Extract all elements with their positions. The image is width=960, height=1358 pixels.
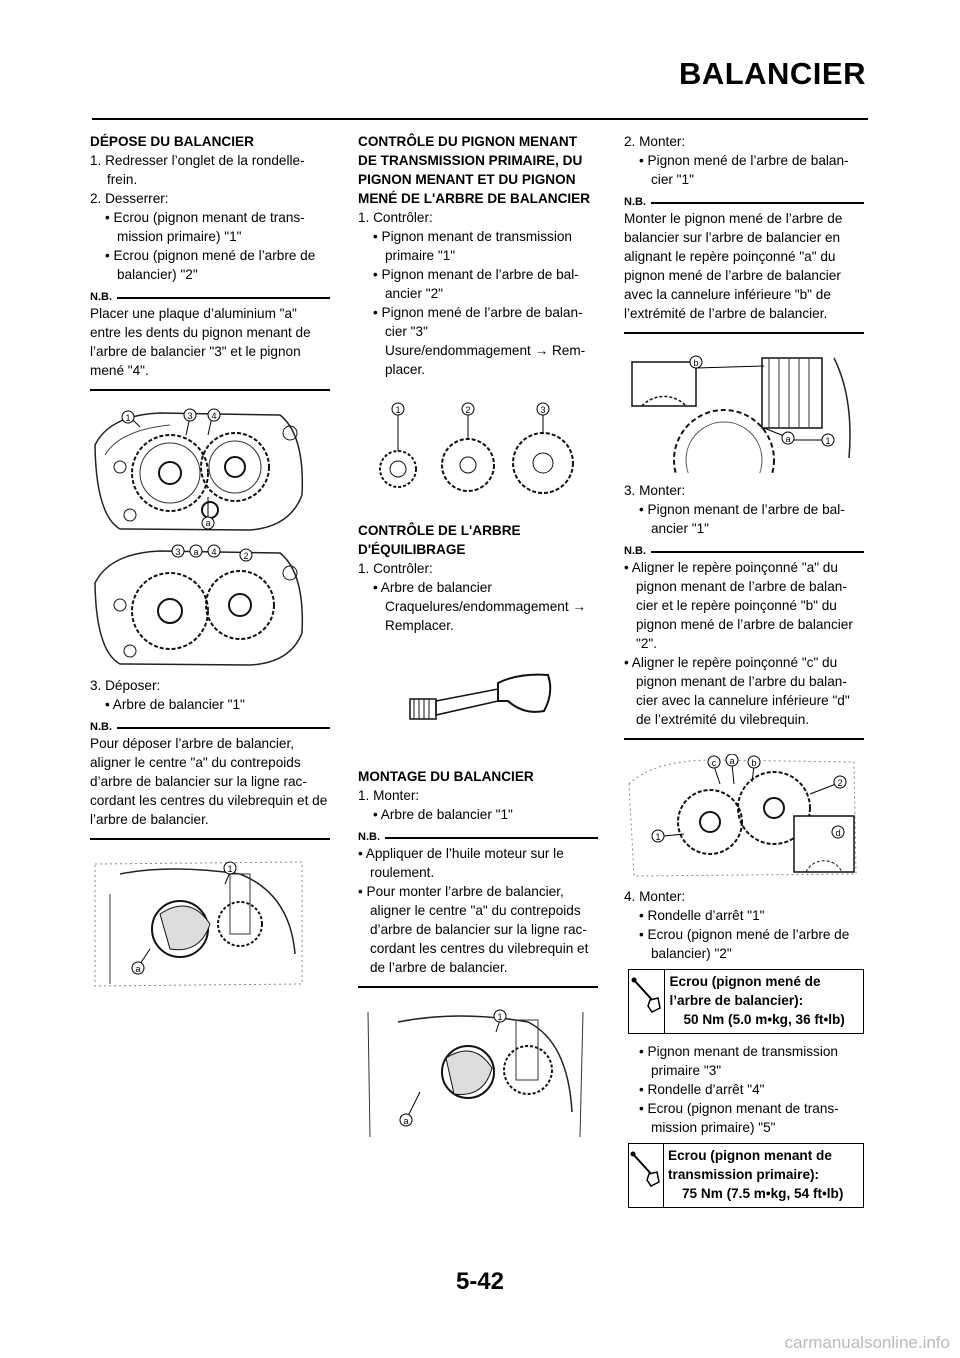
figure-callout: a <box>205 518 211 528</box>
figure-callout: b <box>693 358 699 368</box>
section-heading-controle-arbre: CONTRÔLE DE L'ARBRE D'ÉQUILIBRAGE <box>358 523 521 557</box>
section-heading-controle-pignons: CONTRÔLE DU PIGNON MENANT DE TRANSMISSION PRIMAIRE, DU PIGNON MENANT ET DU PIGNON MENÉ DE L'ARBRE DE BALANCIER <box>358 134 591 206</box>
footer-watermark: carmanualsonline.info <box>784 1333 950 1352</box>
wrench-icon <box>629 970 665 1033</box>
bullet-text: • Rondelle d’arrêt "4" <box>639 1082 765 1097</box>
note-bullet: • Appliquer de l’huile moteur sur le roulement. <box>358 846 564 880</box>
step-text: 2. Desserrer: <box>90 191 169 206</box>
balancer-shaft-figure <box>358 653 588 753</box>
bullet-text: • Pignon menant de transmission primaire "1" <box>373 229 572 263</box>
figure-callout: 1 <box>825 436 831 446</box>
note-box <box>90 721 330 840</box>
bullet-text: • Arbre de balancier "1" <box>105 697 245 712</box>
column-1 <box>90 132 330 997</box>
note-box <box>358 831 598 988</box>
figure-callout: d <box>835 828 841 838</box>
note-label: N.B. <box>624 545 864 558</box>
figure-callout: 2 <box>837 778 843 788</box>
note-box <box>624 545 864 740</box>
note-bullet: • Aligner le repère poinçonné "a" du pignon menant de l’arbre de balan-cier et le repère poinçonné "b" du pignon mené de l’arbre de balancier "2". <box>624 560 853 651</box>
bullet-text: • Ecrou (pignon menant de trans-mission primaire) "1" <box>105 210 305 244</box>
note-text: Pour déposer l’arbre de balancier, aligner le centre "a" du contrepoids d’arbre de balancier sur la ligne rac-cordant les centres du vilebrequin et de l’arbre de balancier. <box>90 736 328 827</box>
bullet-text: • Arbre de balancier "1" <box>373 807 513 822</box>
bullet-text: • Arbre de balancier <box>373 580 492 595</box>
page-number: 5-42 <box>455 1268 505 1295</box>
note-label: N.B. <box>624 196 864 209</box>
wrench-icon <box>629 1144 664 1207</box>
engine-figure-gears-1 <box>90 405 310 535</box>
step-text: 4. Monter: <box>624 889 686 904</box>
page-title: BALANCIER <box>678 56 866 91</box>
figure-callout: 1 <box>227 864 233 874</box>
figure-callout: a <box>193 547 199 557</box>
torque-spec-title: Ecrou (pignon mené de l’arbre de balancier): <box>669 974 821 1008</box>
step-text: 3. Monter: <box>624 483 686 498</box>
engine-figure-gear-marks <box>624 754 864 879</box>
gears-inspection-figure <box>358 397 588 507</box>
step-text: 3. Déposer: <box>90 678 161 693</box>
torque-spec-box <box>628 1143 864 1208</box>
bullet-text: • Pignon mené de l’arbre de balan-cier "1" <box>639 153 849 187</box>
figure-callout: a <box>785 434 791 444</box>
figure-callout: 4 <box>211 411 217 421</box>
figure-callout: c <box>711 758 717 768</box>
bullet-text: • Pignon menant de l’arbre de bal-ancier "1" <box>639 502 845 536</box>
bullet-text: • Ecrou (pignon mené de l’arbre de balancier) "2" <box>105 248 316 282</box>
bullet-text: • Pignon menant de l’arbre de bal-ancier "2" <box>373 267 579 301</box>
torque-spec-title: Ecrou (pignon menant de transmission primaire): <box>668 1148 832 1182</box>
step-text: 1. Redresser l’onglet de la rondelle-frein. <box>90 153 305 187</box>
torque-spec-value: 50 Nm (5.0 m•kg, 36 ft•lb) <box>683 1012 845 1027</box>
figure-callout: b <box>751 758 757 768</box>
torque-spec-box <box>628 969 864 1034</box>
engine-figure-gears-2 <box>90 543 310 668</box>
note-label: N.B. <box>90 721 330 734</box>
figure-callout: 2 <box>465 405 471 415</box>
figure-callout: 2 <box>243 551 249 561</box>
step-text: 1. Contrôler: <box>358 561 433 576</box>
gear-spline-alignment-figure <box>624 348 864 473</box>
bullet-text: • Ecrou (pignon mené de l’arbre de balancier) "2" <box>639 927 850 961</box>
note-label: N.B. <box>90 291 330 304</box>
engine-figure-balancer-install <box>358 1002 588 1142</box>
figure-callout: a <box>729 756 735 766</box>
note-label: N.B. <box>358 831 598 844</box>
section-heading-montage: MONTAGE DU BALANCIER <box>358 769 534 784</box>
column-2 <box>358 132 598 1150</box>
engine-figure-balancer-removal <box>90 854 310 989</box>
figure-callout: 3 <box>540 405 546 415</box>
note-bullet: • Aligner le repère poinçonné "c" du pignon menant de l’arbre du balan-cier avec la cannelure inférieure "d" de l’extrémité du vilebrequin. <box>624 655 850 727</box>
step-text: 1. Contrôler: <box>358 210 433 225</box>
section-heading-depose: DÉPOSE DU BALANCIER <box>90 134 254 149</box>
figure-callout: 1 <box>497 1012 503 1022</box>
torque-spec-value: 75 Nm (7.5 m•kg, 54 ft•lb) <box>682 1186 844 1201</box>
figure-callout: 3 <box>175 547 181 557</box>
title-rule <box>92 118 868 120</box>
bullet-text: • Rondelle d’arrêt "1" <box>639 908 765 923</box>
note-box <box>624 196 864 334</box>
note-text: Placer une plaque d’aluminium "a" entre les dents du pignon menant de l’arbre de balancier "3" et le pignon mené "4". <box>90 306 311 378</box>
column-3 <box>624 132 864 1216</box>
figure-callout: 1 <box>395 405 401 415</box>
step-text: 2. Monter: <box>624 134 686 149</box>
bullet-text: • Ecrou (pignon menant de trans-mission primaire) "5" <box>639 1101 839 1135</box>
note-box <box>90 291 330 391</box>
step-text: 1. Monter: <box>358 788 420 803</box>
bullet-subtext: Usure/endommagement → Rem-placer. <box>385 343 586 377</box>
figure-callout: a <box>135 964 141 974</box>
bullet-subtext: Craquelures/endommagement → Remplacer. <box>385 599 586 633</box>
figure-callout: a <box>403 1116 409 1126</box>
bullet-text: • Pignon menant de transmission primaire "3" <box>639 1044 838 1078</box>
figure-callout: 3 <box>187 411 193 421</box>
bullet-text: • Pignon mené de l’arbre de balan-cier "3" <box>373 305 583 339</box>
note-text: Monter le pignon mené de l’arbre de balancier sur l’arbre de balancier en alignant le repère poinçonné "a" du pignon mené de l’arbre de balancier avec la cannelure inférieure "b" de l’extrémité de l’arbre de balancier. <box>624 211 843 321</box>
note-bullet: • Pour monter l’arbre de balancier, aligner le centre "a" du contrepoids d’arbre de balancier sur la ligne rac-cordant les centres du vilebrequin et de l’arbre de balancier. <box>358 884 589 975</box>
figure-callout: 4 <box>211 547 217 557</box>
figure-callout: 1 <box>125 413 131 423</box>
figure-callout: 1 <box>655 832 661 842</box>
